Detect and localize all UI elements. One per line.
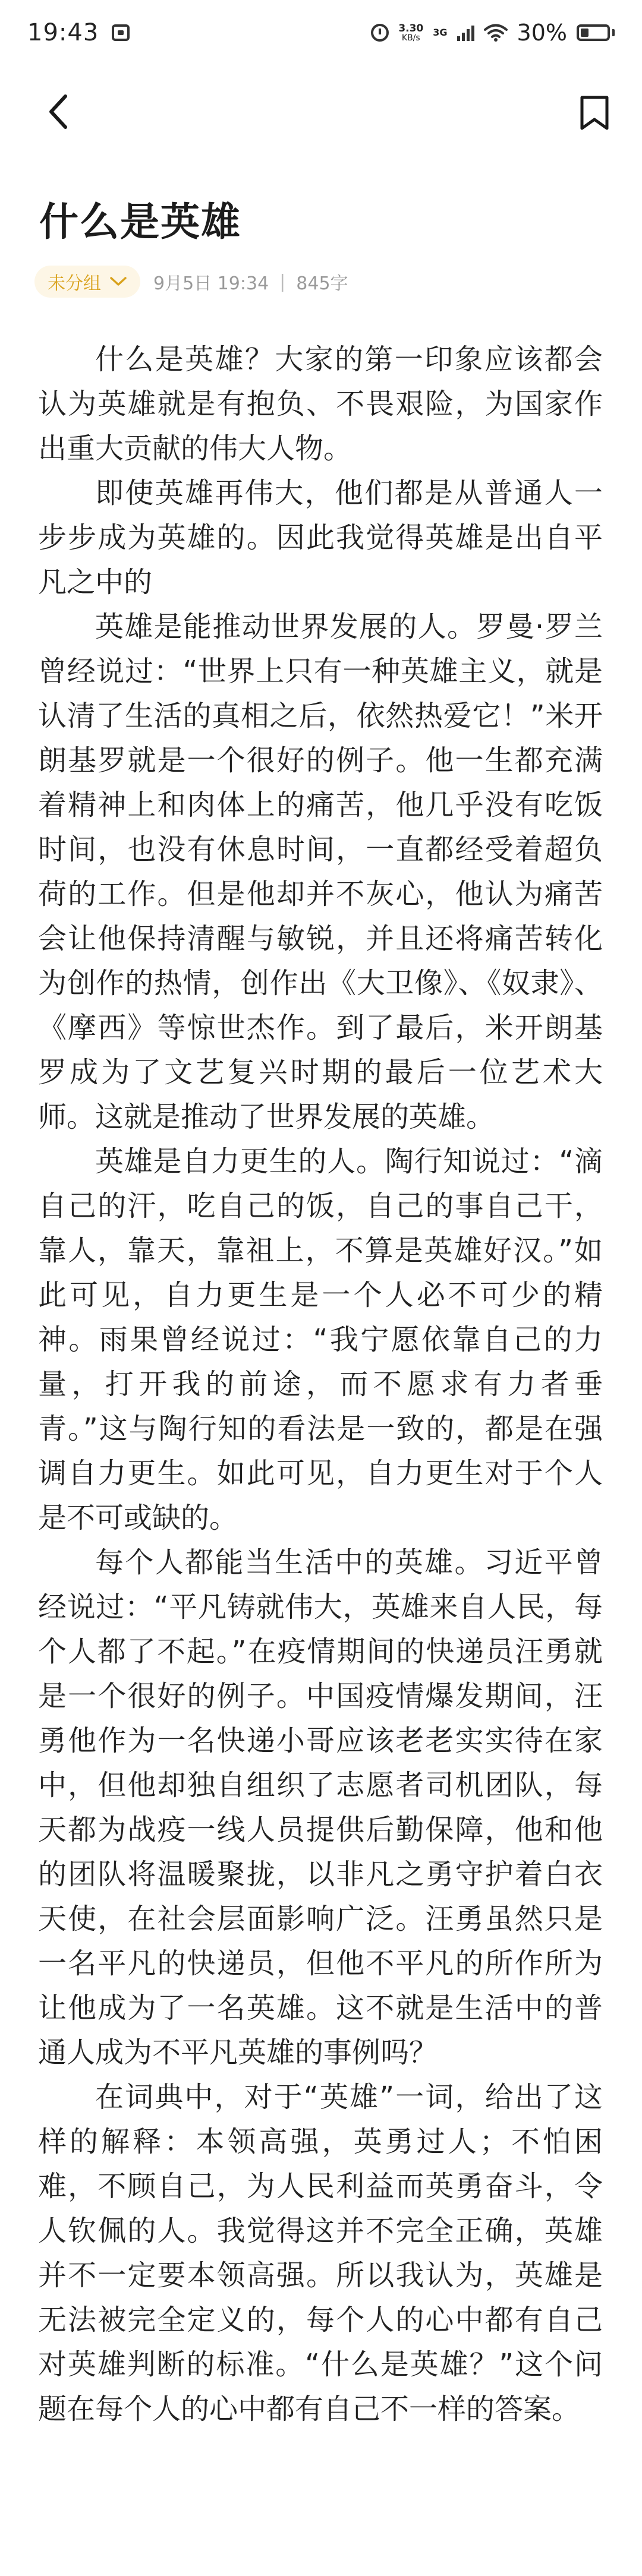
app-notification-icon bbox=[112, 24, 130, 41]
network-speed bbox=[398, 24, 423, 42]
battery-percent: 30% bbox=[517, 20, 567, 46]
article-paragraph: 什么是英雄？大家的第一印象应该都会认为英雄就是有抱负、不畏艰险，为国家作出重大贡献的伟大人物。 bbox=[38, 343, 603, 465]
article-paragraph: 每个人都能当生活中的英雄。习近平曾经说过：“平凡铸就伟大，英雄来自人民，每个人都了不起。”在疫情期间的快递员汪勇就是一个很好的例子。中国疫情爆发期间，汪勇他作为一名快递小哥应该老老实实待在家中，但他却独自组织了志愿者司机团队，每天都为战疫一线人员提供后勤保障，他和他的团队将温暖聚拢，以非凡之勇守护着白衣天使，在社会层面影响广泛。汪勇虽然只是一名平凡的快递员，但他不平凡的所作所为让他成为了一名英雄。这不就是生活中的普通人成为不平凡英雄的事例吗？ bbox=[38, 1546, 603, 2069]
chevron-down-icon bbox=[109, 276, 127, 287]
group-label: 未分组 bbox=[48, 273, 101, 294]
wifi-icon bbox=[484, 23, 508, 42]
status-time: 19:43 bbox=[27, 19, 99, 46]
group-selector[interactable] bbox=[34, 266, 140, 298]
article-paragraph: 英雄是自力更生的人。陶行知说过：“滴自己的汗，吃自己的饭，自己的事自己干，靠人，靠天，靠祖上，不算是英雄好汉。”如此可见，自力更生是一个人必不可少的精神。雨果曾经说过：“我宁愿依靠自己的力量，打开我的前途，而不愿求有力者垂青。”这与陶行知的看法是一致的，都是在强调自力更生。如此可见，自力更生对于个人是不可或缺的。 bbox=[38, 1145, 603, 1535]
article-paragraph: 在词典中，对于“英雄”一词，给出了这样的解释：本领高强，英勇过人；不怕困难，不顾自己，为人民利益而英勇奋斗，令人钦佩的人。我觉得这并不完全正确，英雄并不一定要本领高强。所以我认为，英雄是无法被完全定义的，每个人的心中都有自己对英雄判断的标准。“什么是英雄？”这个问题在每个人的心中都有自己不一样的答案。 bbox=[38, 2081, 603, 2426]
network-speed-unit: KB/s bbox=[401, 33, 420, 43]
network-type-label: 3G bbox=[433, 27, 448, 38]
article-meta bbox=[34, 264, 348, 299]
article-date: 9月5日 19:34 bbox=[153, 273, 269, 294]
network-type bbox=[433, 28, 447, 37]
alarm-icon bbox=[371, 24, 389, 42]
back-button[interactable] bbox=[34, 88, 82, 135]
cell-signal-icon bbox=[457, 24, 474, 41]
article-paragraph: 即使英雄再伟大，他们都是从普通人一步步成为英雄的。因此我觉得英雄是出自平凡之中的 bbox=[38, 476, 603, 599]
chevron-left-icon bbox=[46, 94, 70, 130]
battery-icon bbox=[577, 24, 615, 41]
status-right bbox=[371, 20, 615, 46]
battery-fill bbox=[581, 29, 588, 37]
status-left bbox=[27, 19, 130, 46]
page-title: 什么是英雄 bbox=[39, 199, 241, 245]
bookmark-icon bbox=[579, 94, 610, 131]
article-body[interactable] bbox=[38, 337, 603, 2432]
bookmark-button[interactable] bbox=[571, 89, 618, 137]
network-speed-value: 3.30 bbox=[398, 22, 424, 34]
word-count: 845字 bbox=[296, 273, 348, 294]
article-paragraph: 英雄是能推动世界发展的人。罗曼·罗兰曾经说过：“世界上只有一种英雄主义，就是认清了生活的真相之后，依然热爱它！”米开朗基罗就是一个很好的例子。他一生都充满着精神上和肉体上的痛苦，他几乎没有吃饭时间，也没有休息时间，一直都经受着超负荷的工作。但是他却并不灰心，他认为痛苦会让他保持清醒与敏锐，并且还将痛苦转化为创作的热情，创作出《大卫像》、《奴隶》、《摩西》等惊世杰作。到了最后，米开朗基罗成为了文艺复兴时期的最后一位艺术大师。这就是推动了世界发展的英雄。 bbox=[38, 610, 603, 1134]
meta-separator: | bbox=[279, 271, 286, 292]
top-nav-bar bbox=[0, 65, 642, 154]
status-bar bbox=[0, 0, 642, 65]
